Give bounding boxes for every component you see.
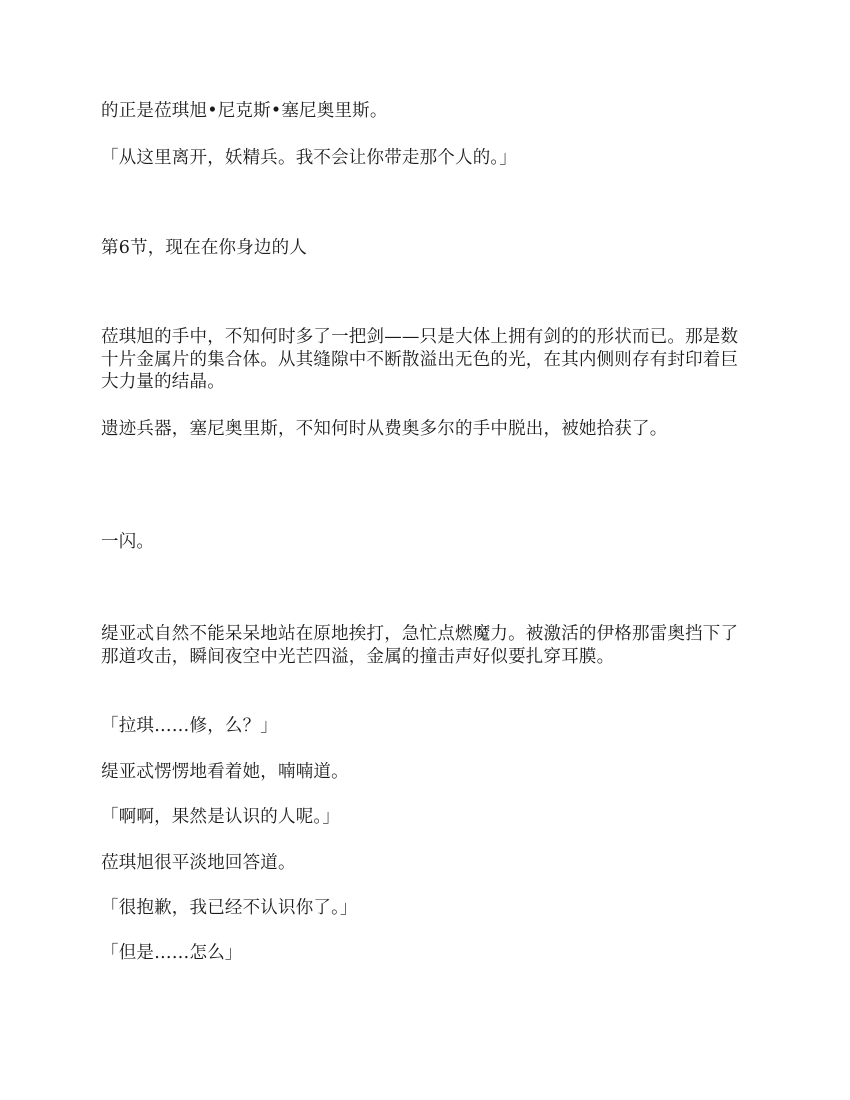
paragraph: 缇亚忒愣愣地看着她，喃喃道。 <box>101 762 349 782</box>
section-heading: 第6节，现在在你身边的人 <box>101 238 308 258</box>
paragraph: 的正是莅琪旭•尼克斯•塞尼奥里斯。 <box>101 101 388 121</box>
dialogue-line: 「很抱歉，我已经不认识你了。」 <box>101 898 358 918</box>
dialogue-line: 「从这里离开，妖精兵。我不会让你带走那个人的。」 <box>101 148 518 168</box>
document-page <box>101 0 751 1100</box>
paragraph: 一闪。 <box>101 532 155 552</box>
dialogue-line: 「拉琪……修，么？」 <box>101 716 278 736</box>
dialogue-line: 「但是……怎么」 <box>101 943 243 963</box>
paragraph: 莅琪旭的手中，不知何时多了一把剑——只是大体上拥有剑的的形状而已。那是数十片金属片的集合体。从其缝隙中不断散溢出无色的光，在其内侧则存有封印着巨大力量的结晶。 <box>101 327 739 392</box>
paragraph: 缇亚忒自然不能呆呆地站在原地挨打，急忙点燃魔力。被激活的伊格那雷奥挡下了那道攻击，瞬间夜空中光芒四溢，金属的撞击声好似要扎穿耳膜。 <box>101 624 739 667</box>
dialogue-line: 「啊啊，果然是认识的人呢。」 <box>101 807 341 827</box>
paragraph: 遗迹兵器，塞尼奥里斯，不知何时从费奥多尔的手中脱出，被她拾获了。 <box>101 419 668 439</box>
paragraph: 莅琪旭很平淡地回答道。 <box>101 853 296 873</box>
